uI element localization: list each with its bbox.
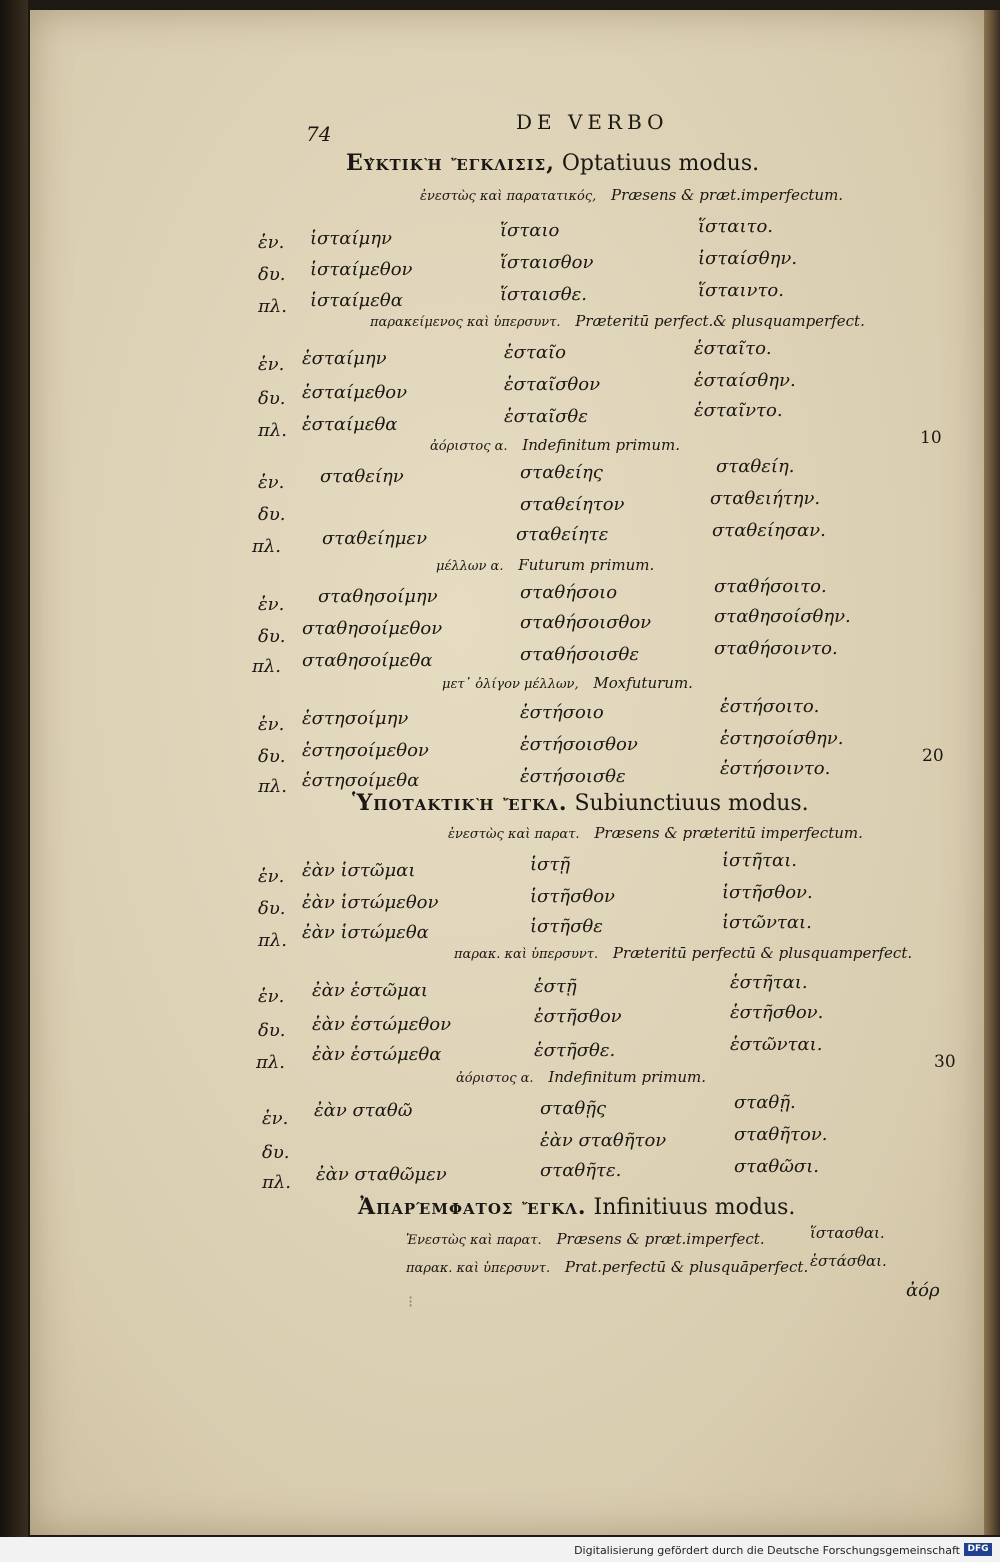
- paradigm-form: ἵσταιτο.: [698, 216, 774, 237]
- number-label-sg: ἑν.: [258, 472, 285, 493]
- infinitive-form: ἑστάσθαι.: [810, 1252, 887, 1270]
- paradigm-form: ἱσταίμεθα: [310, 290, 403, 311]
- paradigm-form: ἑσταῖο: [504, 342, 566, 363]
- tense-greek: ἐνεστὼς καὶ παρατατικός,: [420, 189, 597, 204]
- paradigm-form: σταθήσοιντο.: [714, 638, 838, 659]
- tense-greek: ἐνεστὼς καὶ παρατ.: [448, 827, 580, 842]
- paradigm-form: ἱστῶνται.: [722, 912, 812, 933]
- number-label-sg: ἑν.: [262, 1108, 289, 1129]
- number-label-pl: πλ.: [262, 1172, 291, 1193]
- paradigm-form: ἑστῆται.: [730, 972, 808, 993]
- tense-latin: Indefinitum primum.: [548, 1068, 706, 1086]
- paradigm-form: ἐὰν ἱστῶμαι: [302, 860, 416, 881]
- number-label-du: δυ.: [258, 626, 286, 647]
- paradigm-form: σταθησοίμεθον: [302, 618, 443, 639]
- tense-greek: μέλλων α.: [436, 559, 504, 574]
- paradigm-form: ἵσταισθον: [500, 252, 594, 273]
- number-label-pl: πλ.: [256, 1052, 285, 1073]
- paradigm-form: ἐὰν ἱστώμεθα: [302, 922, 429, 943]
- number-label-du: δυ.: [258, 504, 286, 525]
- margin-line-number: 10: [920, 428, 942, 448]
- paradigm-form: ἐὰν ἑστώμεθον: [312, 1014, 452, 1035]
- paradigm-form: ἐὰν σταθῆτον: [540, 1130, 667, 1151]
- paradigm-form: σταθειήτην.: [710, 488, 821, 509]
- tense-label: [430, 436, 680, 454]
- paradigm-form: σταθείησαν.: [712, 520, 826, 541]
- tense-greek: μετ᾽ ὀλίγον μέλλων,: [442, 677, 579, 692]
- tense-label: [448, 824, 863, 842]
- paradigm-form: ἑστῆσθον: [534, 1006, 622, 1027]
- number-label-pl: πλ.: [258, 420, 287, 441]
- footer-credit: Digitalisierung gefördert durch die Deutsche Forschungsgemeinschaft: [574, 1544, 960, 1557]
- number-label-sg: ἑν.: [258, 232, 285, 253]
- paradigm-form: ἑστῆσθον.: [730, 1002, 824, 1023]
- paradigm-form: ἐὰν ἱστώμεθον: [302, 892, 439, 913]
- number-label-pl: πλ.: [252, 656, 281, 677]
- paradigm-form: σταθείητε: [516, 524, 609, 545]
- paradigm-form: σταθήσοιο: [520, 582, 618, 603]
- number-label-pl: πλ.: [252, 536, 281, 557]
- paradigm-form: ἱστῆσθον.: [722, 882, 813, 903]
- page-number: 74: [306, 122, 332, 146]
- paradigm-form: ἑσταῖντο.: [694, 400, 783, 421]
- tense-latin: Futurum primum.: [518, 556, 655, 574]
- number-label-pl: πλ.: [258, 930, 287, 951]
- paradigm-form: ἑστήσοιντο.: [720, 758, 831, 779]
- page-fore-edge: [984, 10, 1000, 1535]
- number-label-du: δυ.: [258, 898, 286, 919]
- margin-line-number: 30: [934, 1052, 956, 1072]
- paradigm-form: ἱστῆσθον: [530, 886, 615, 907]
- tense-label: [454, 944, 912, 962]
- number-label-pl: πλ.: [258, 296, 287, 317]
- number-label-pl: πλ.: [258, 776, 287, 797]
- paradigm-form: ἵσταιο: [500, 220, 560, 241]
- tense-latin: Præsens & præteritū imperfectum.: [594, 824, 863, 842]
- tense-label: [436, 556, 654, 574]
- heading-latin: Optatiuus modus.: [561, 151, 760, 176]
- paradigm-form: ἐὰν σταθῶμεν: [316, 1164, 447, 1185]
- paradigm-form: σταθείη.: [716, 456, 795, 477]
- paradigm-form: ἑστησοίμεθον: [302, 740, 429, 761]
- paradigm-form: ἑστήσοισθε: [520, 766, 626, 787]
- paradigm-form: ἑσταίμεθα: [302, 414, 398, 435]
- tense-label: [420, 186, 843, 204]
- tense-latin: Indefinitum primum.: [522, 436, 680, 454]
- tense-greek: ἀόριστος α.: [430, 439, 508, 454]
- paradigm-form: ἱστῆται.: [722, 850, 797, 871]
- paradigm-form: ἱστῆσθε: [530, 916, 603, 937]
- heading-latin: Infinitiuus modus.: [593, 1195, 796, 1220]
- paradigm-form: ἑσταίμην: [302, 348, 387, 369]
- heading-optativus: [346, 150, 759, 176]
- paradigm-form: σταθήσοισθον: [520, 612, 652, 633]
- tense-latin: Præteritū perfect.& plusquamperfect.: [575, 312, 865, 330]
- heading-greek: Ἀπαρέμφατος ἔγκλ.: [358, 1194, 587, 1220]
- number-label-du: δυ.: [258, 388, 286, 409]
- paradigm-form: ἑσταῖσθον: [504, 374, 601, 395]
- tense-greek: Ἐνεστὼς καὶ παρατ.: [406, 1233, 542, 1248]
- paradigm-form: σταθησοίσθην.: [714, 606, 851, 627]
- number-label-du: δυ.: [262, 1142, 290, 1163]
- number-label-sg: ἑν.: [258, 354, 285, 375]
- paradigm-form: ἑσταῖτο.: [694, 338, 772, 359]
- tense-latin: Prat.perfectū & plusquāperfect.: [564, 1258, 809, 1276]
- book-page: [30, 10, 984, 1535]
- paradigm-form: σταθείης: [520, 462, 603, 483]
- tense-latin: Moxfuturum.: [593, 674, 693, 692]
- tense-label: [406, 1258, 808, 1276]
- tense-latin: Præsens & præt.imperfect.: [556, 1230, 765, 1248]
- paradigm-form: ἑστήσοισθον: [520, 734, 638, 755]
- paradigm-form: ἑστήσοιτο.: [720, 696, 820, 717]
- paradigm-form: σταθείην: [320, 466, 404, 487]
- paradigm-form: σταθῆτον.: [734, 1124, 828, 1145]
- paradigm-form: ἱσταίσθην.: [698, 248, 798, 269]
- catchword: ἀόρ: [906, 1280, 940, 1301]
- number-label-sg: ἑν.: [258, 594, 285, 615]
- book-binding-edge: [0, 0, 28, 1562]
- paradigm-form: ἱστῇ: [530, 854, 571, 875]
- tense-label: [456, 1068, 706, 1086]
- margin-line-number: 20: [922, 746, 944, 766]
- heading-infinitivus: [358, 1194, 795, 1220]
- tense-label: [442, 674, 693, 692]
- tense-greek: παρακ. καὶ ὑπερσυντ.: [454, 947, 599, 962]
- heading-subiunctivus: [352, 790, 809, 816]
- tense-greek: ἀόριστος α.: [456, 1071, 534, 1086]
- paradigm-form: ἱσταίμην: [310, 228, 392, 249]
- paradigm-form: σταθήσοιτο.: [714, 576, 827, 597]
- paradigm-form: σταθείημεν: [322, 528, 428, 549]
- paradigm-form: ἑστησοίμεθα: [302, 770, 420, 791]
- tense-latin: Præsens & præt.imperfectum.: [611, 186, 844, 204]
- heading-greek: Ὑποτακτικὴ ἔγκλ.: [352, 790, 568, 816]
- paradigm-form: σταθῆτε.: [540, 1160, 622, 1181]
- paradigm-form: ἑσταῖσθε: [504, 406, 588, 427]
- paradigm-form: ἵσταιντο.: [698, 280, 784, 301]
- heading-latin: Subiunctiuus modus.: [574, 791, 809, 816]
- number-label-sg: ἑν.: [258, 866, 285, 887]
- ink-bleed-mark: ⁝: [408, 1292, 414, 1311]
- paradigm-form: ἵσταισθε.: [500, 284, 588, 305]
- number-label-du: δυ.: [258, 746, 286, 767]
- tense-latin: Præteritū perfectū & plusquamperfect.: [612, 944, 913, 962]
- paradigm-form: ἑστῇ: [534, 976, 577, 997]
- number-label-du: δυ.: [258, 264, 286, 285]
- paradigm-form: ἑστησοίμην: [302, 708, 409, 729]
- digitization-footer: [0, 1537, 1000, 1562]
- tense-label: [370, 312, 865, 330]
- paradigm-form: σταθῇς: [540, 1098, 607, 1119]
- paradigm-form: σταθησοίμην: [318, 586, 438, 607]
- paradigm-form: ἑσταίμεθον: [302, 382, 408, 403]
- paradigm-form: ἑστησοίσθην.: [720, 728, 844, 749]
- paradigm-form: ἑστῆσθε.: [534, 1040, 616, 1061]
- paradigm-form: ἑσταίσθην.: [694, 370, 796, 391]
- paradigm-form: σταθῇ.: [734, 1092, 796, 1113]
- heading-greek: Εὐκτικὴ ἔγκλισις,: [346, 150, 555, 176]
- number-label-sg: ἑν.: [258, 986, 285, 1007]
- paradigm-form: ἑστῶνται.: [730, 1034, 823, 1055]
- paradigm-form: σταθῶσι.: [734, 1156, 819, 1177]
- paradigm-form: σταθείητον: [520, 494, 625, 515]
- tense-greek: παρακ. καὶ ὑπερσυντ.: [406, 1261, 551, 1276]
- tense-greek: παρακείμενος καὶ ὑπερσυντ.: [370, 315, 561, 330]
- running-head: DE VERBO: [516, 110, 669, 134]
- paradigm-form: ἐὰν ἑστῶμαι: [312, 980, 428, 1001]
- paradigm-form: ἐὰν σταθῶ: [314, 1100, 413, 1121]
- dfg-logo: DFG: [964, 1543, 992, 1556]
- paradigm-form: σταθησοίμεθα: [302, 650, 433, 671]
- infinitive-form: ἵστασθαι.: [810, 1224, 885, 1242]
- paradigm-form: ἑστήσοιο: [520, 702, 604, 723]
- number-label-sg: ἑν.: [258, 714, 285, 735]
- tense-label: [406, 1230, 765, 1248]
- paradigm-form: ἐὰν ἑστώμεθα: [312, 1044, 442, 1065]
- number-label-du: δυ.: [258, 1020, 286, 1041]
- paradigm-form: ἱσταίμεθον: [310, 259, 413, 280]
- paradigm-form: σταθήσοισθε: [520, 644, 639, 665]
